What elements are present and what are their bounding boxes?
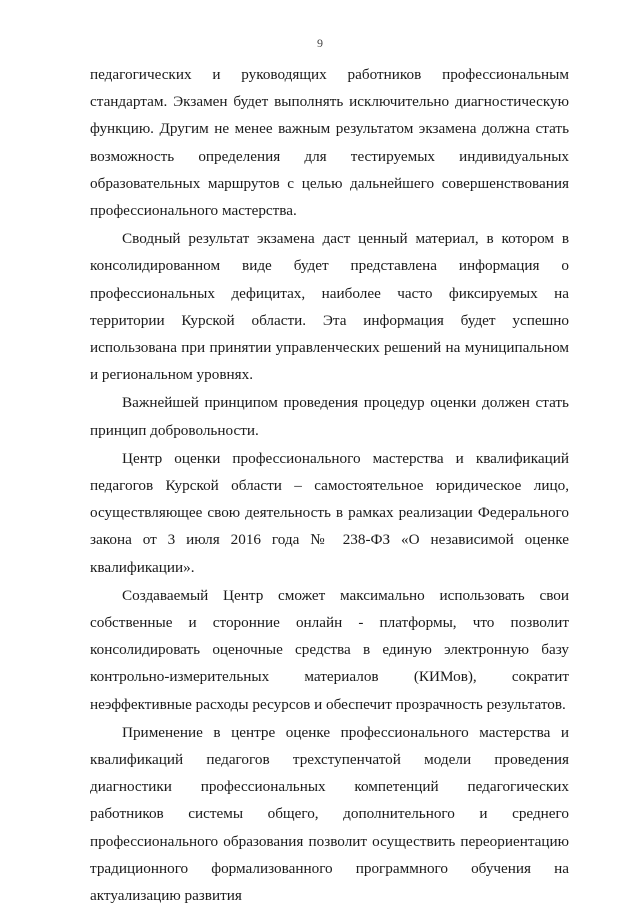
page-number: 9 bbox=[317, 36, 323, 50]
paragraph-1: педагогических и руководящих работников профессиональным стандартам. Экзамен будет выполнять исключительно диагностическую функцию. Другим не менее важным результатом экзамена должна стать возможность определения для тестируемых индивидуальных образовательных маршрутов с целью дальнейшего совершенствования профессионального мастерства. bbox=[90, 66, 569, 220]
paragraph-4: Центр оценки профессионального мастерства и квалификаций педагогов Курской области – самостоятельное юридическое лицо, осуществляющее свою деятельность в рамках реализации Федерального закона от 3 июля 2016 года № 238-ФЗ «О независимой оценке квалификации». bbox=[90, 449, 569, 576]
body-text bbox=[90, 61, 569, 909]
paragraph-2: Сводный результат экзамена даст ценный материал, в котором в консолидированном виде будет представлена информация о профессиональных дефицитах, наиболее часто фиксируемых на территории Курской области. Эта информация будет успешно использована при принятии управленческих решений на муниципальном и региональном уровнях. bbox=[90, 230, 569, 384]
paragraph-3: Важнейшей принципом проведения процедур оценки должен стать принцип добровольности. bbox=[90, 394, 569, 439]
paragraph-5: Создаваемый Центр сможет максимально использовать свои собственные и сторонние онлайн - платформы, что позволит консолидировать оценочные средства в единую электронную базу контрольно-измерительных материалов (КИМов), сократит неэффективные расходы ресурсов и обеспечит прозрачность результатов. bbox=[90, 586, 569, 713]
paragraph-6: Применение в центре оценке профессионального мастерства и квалификаций педагогов трехступенчатой модели проведения диагностики профессиональных компетенций педагогических работников системы общего, дополнительного и среднего профессионального образования позволит осуществить переориентацию традиционного формализованного программного обучения на актуализацию развития bbox=[90, 723, 569, 905]
